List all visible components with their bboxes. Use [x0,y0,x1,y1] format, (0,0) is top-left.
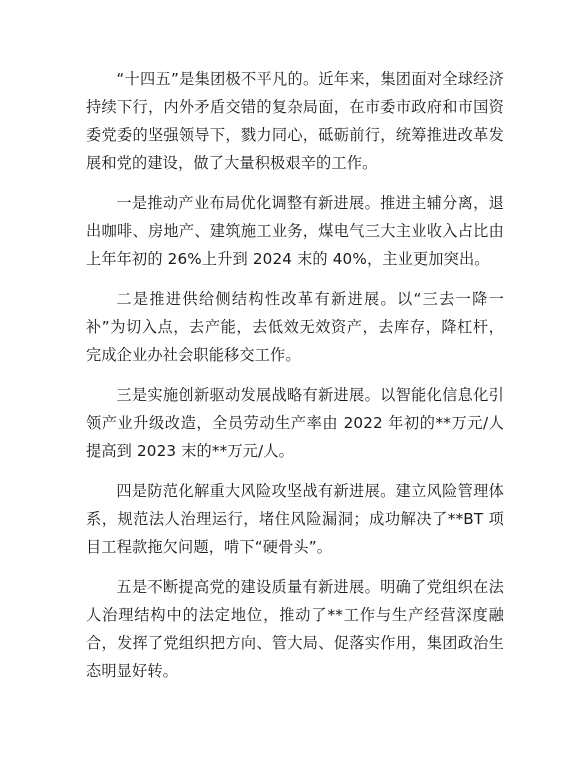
document-body [86,65,504,697]
paragraph-supply-side-reform: 二是推进供给侧结构性改革有新进展。以“三去一降一补”为切入点，去产能，去低效无效资产，去库存，降杠杆，完成企业办社会职能移交工作。 [86,290,504,364]
paragraph-innovation: 三是实施创新驱动发展战略有新进展。以智能化信息化引领产业升级改造，全员劳动生产率由 2022 年初的**万元/人提高到 2023 末的**万元/人。 [86,386,504,460]
paragraph-industry-layout: 一是推动产业布局优化调整有新进展。推进主辅分离，退出咖啡、房地产、建筑施工业务，煤电气三大主业收入占比由上年年初的 26%上升到 2024 末的 40%，主业更加突出。 [86,194,504,268]
paragraph-party-building: 五是不断提高党的建设质量有新进展。明确了党组织在法人治理结构中的法定地位，推动了**工作与生产经营深度融合，发挥了党组织把方向、管大局、促落实作用，集团政治生态明显好转。 [86,578,504,680]
paragraph-intro: “十四五”是集团极不平凡的。近年来，集团面对全球经济持续下行，内外矛盾交错的复杂局面，在市委市政府和市国资委党委的坚强领导下，戮力同心，砥砺前行，统筹推进改革发展和党的建设，做了大量积极艰辛的工作。 [86,70,504,172]
paragraph-risk-control: 四是防范化解重大风险攻坚战有新进展。建立风险管理体系，规范法人治理运行，堵住风险漏洞；成功解决了**BT 项目工程款拖欠问题，啃下“硬骨头”。 [86,482,504,556]
